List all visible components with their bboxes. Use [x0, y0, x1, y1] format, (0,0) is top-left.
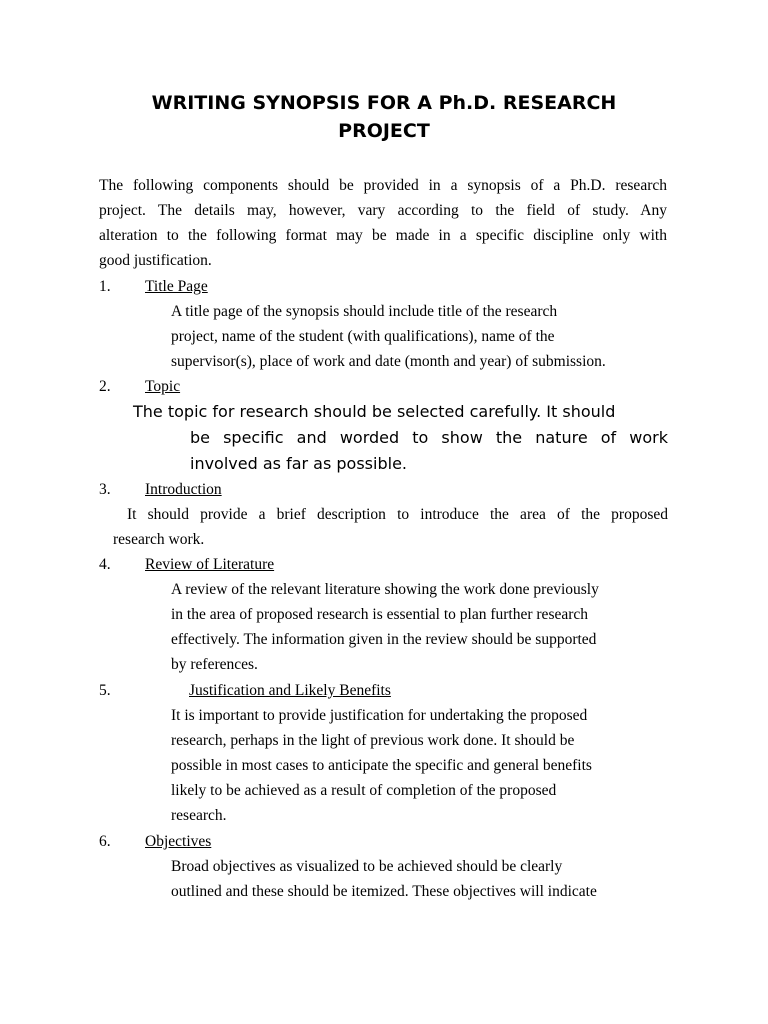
section-number: 2.	[99, 378, 111, 395]
section-text-line: It is important to provide justification for undertaking the proposed	[171, 707, 588, 724]
section-text-line: The topic for research should be selected carefully. It should	[133, 402, 616, 421]
section-text-line: A title page of the synopsis should include title of the research	[171, 303, 558, 320]
section-text-line: research.	[171, 807, 227, 824]
section-text-line: supervisor(s), place of work and date (month and year) of submission.	[171, 353, 606, 370]
section-text-line: research, perhaps in the light of previous work done. It should be	[171, 732, 575, 749]
section-text-line: project, name of the student (with qualifications), name of the	[171, 328, 555, 345]
section-text-line: research work.	[113, 531, 205, 548]
section-number: 3.	[99, 481, 111, 498]
intro-line: alteration to the following format may be made in a specific discipline only with	[99, 227, 667, 244]
intro-line: The following components should be provided in a synopsis of a Ph.D. research	[99, 177, 667, 194]
section-text-line: outlined and these should be itemized. These objectives will indicate	[171, 883, 597, 900]
section-text-line: effectively. The information given in the review should be supported	[171, 631, 597, 648]
intro-line: project. The details may, however, vary according to the field of study. Any	[99, 202, 667, 219]
section-text-line: in the area of proposed research is essential to plan further research	[171, 606, 589, 623]
document-title-line-1: WRITING SYNOPSIS FOR A Ph.D. RESEARCH	[151, 92, 617, 114]
section-text-line: likely to be achieved as a result of completion of the proposed	[171, 782, 557, 799]
section-heading: Introduction	[145, 481, 222, 498]
section-text-line: A review of the relevant literature showing the work done previously	[171, 581, 599, 598]
section-number: 1.	[99, 278, 111, 295]
intro-line: good justification.	[99, 252, 212, 269]
section-number: 6.	[99, 833, 111, 850]
document-title-line-2: PROJECT	[338, 120, 430, 142]
section-text-line: possible in most cases to anticipate the specific and general benefits	[171, 757, 592, 774]
section-number: 4.	[99, 556, 111, 573]
section-text-line: be specific and worded to show the nature of work	[190, 428, 668, 447]
section-heading: Review of Literature	[145, 556, 275, 573]
section-heading: Justification and Likely Benefits	[189, 682, 391, 699]
section-text-line: by references.	[171, 656, 258, 673]
section-text-line: It should provide a brief description to introduce the area of the proposed	[127, 506, 668, 523]
section-heading: Topic	[145, 378, 181, 395]
section-heading: Title Page	[145, 278, 208, 295]
section-heading: Objectives	[145, 833, 212, 850]
section-text-line: Broad objectives as visualized to be achieved should be clearly	[171, 858, 563, 875]
section-number: 5.	[99, 682, 111, 699]
section-text-line: involved as far as possible.	[190, 454, 407, 473]
